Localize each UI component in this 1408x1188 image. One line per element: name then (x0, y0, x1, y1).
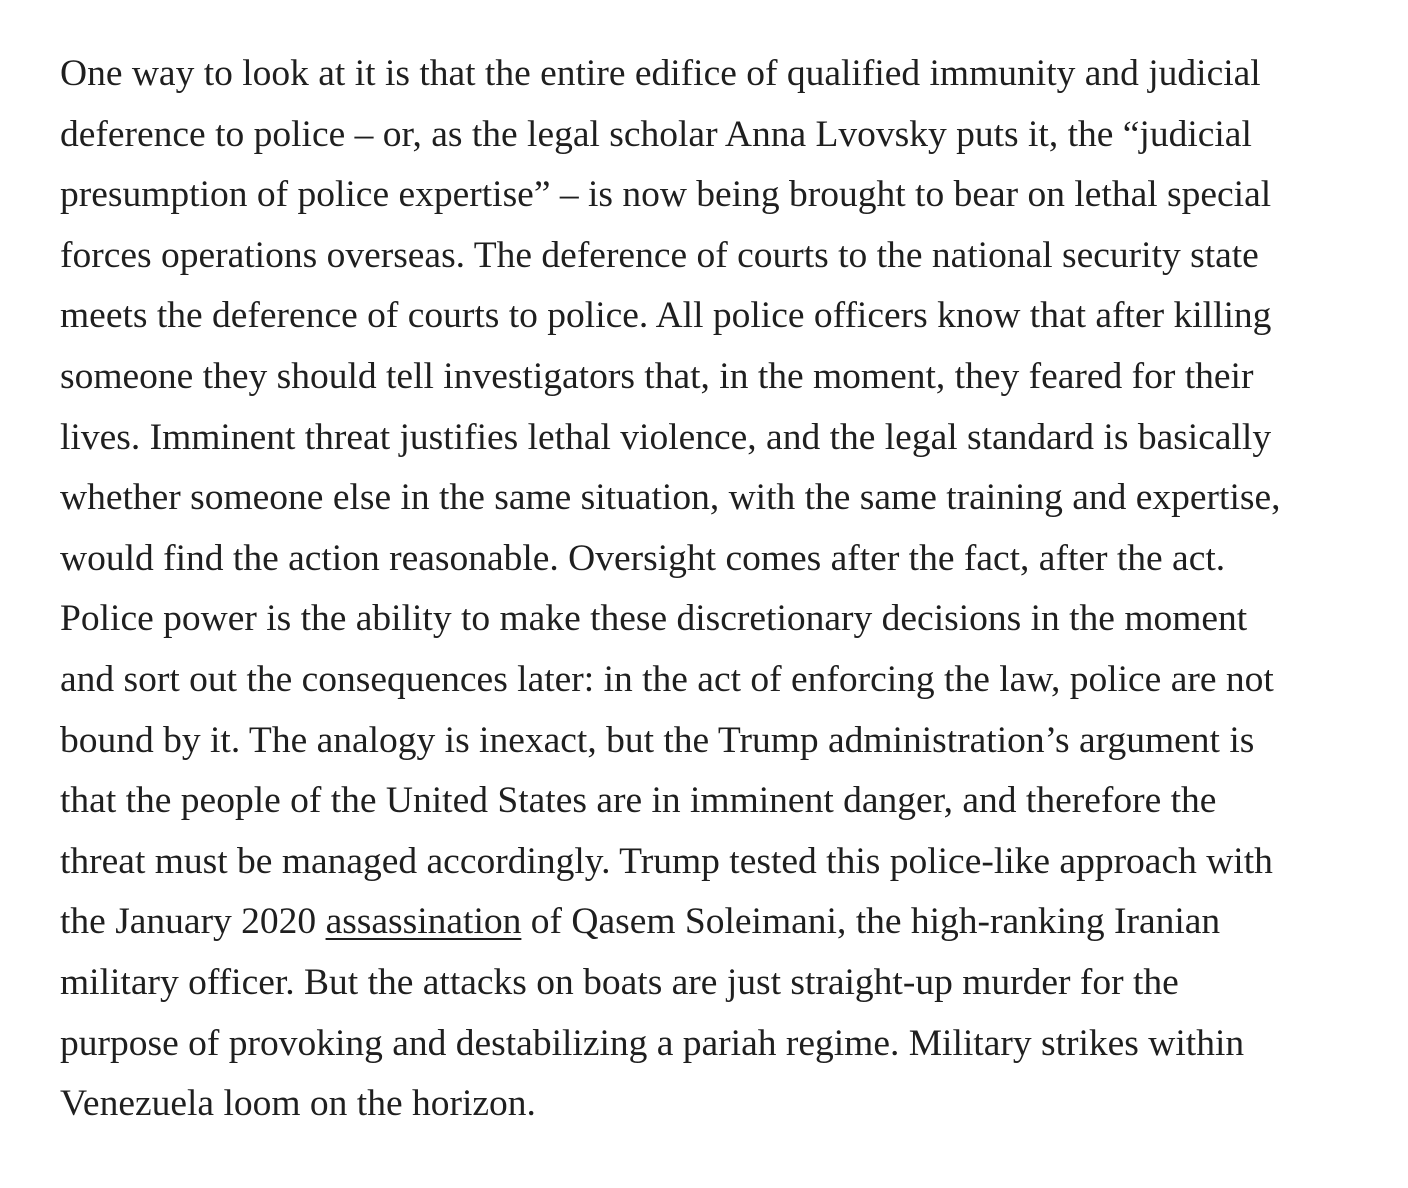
paragraph-line: meets the deference of courts to police. All police officers know that after killing (60, 295, 1272, 337)
paragraph-line: purpose of provoking and destabilizing a pariah regime. Military strikes within (60, 1022, 1245, 1064)
paragraph-line: One way to look at it is that the entire edifice of qualified immunity and judicial (60, 53, 1261, 94)
paragraph-line: would find the action reasonable. Oversight comes after the fact, after the act. (60, 537, 1226, 579)
paragraph-line: presumption of police expertise” – is now being brought to bear on lethal special (60, 174, 1272, 216)
article-body (60, 44, 1350, 1135)
paragraph-line: bound by it. The analogy is inexact, but the Trump administration’s argument is (60, 719, 1255, 761)
paragraph-line: someone they should tell investigators that, in the moment, they feared for their (60, 355, 1254, 397)
paragraph-line: whether someone else in the same situation, with the same training and expertise, (60, 477, 1281, 519)
paragraph-line: Venezuela loom on the horizon. (60, 1083, 536, 1125)
paragraph-line-suffix: of Qasem Soleimani, the high-ranking Iranian (521, 901, 1221, 943)
paragraph-line: threat must be managed accordingly. Trump tested this police-like approach with (60, 840, 1273, 882)
paragraph-line: deference to police – or, as the legal scholar Anna Lvovsky puts it, the “judicial (60, 113, 1252, 155)
paragraph-line: forces operations overseas. The deference of courts to the national security state (60, 234, 1259, 276)
paragraph-line: military officer. But the attacks on boats are just straight-up murder for the (60, 961, 1179, 1003)
paragraph-line: Police power is the ability to make these discretionary decisions in the moment (60, 598, 1248, 640)
paragraph-line: that the people of the United States are in imminent danger, and therefore the (60, 780, 1217, 822)
assassination-link[interactable]: assassination (325, 901, 522, 943)
paragraph-line: and sort out the consequences later: in the act of enforcing the law, police are not (60, 658, 1274, 700)
paragraph-line-prefix: the January 2020 (60, 901, 326, 943)
paragraph-line: lives. Imminent threat justifies lethal violence, and the legal standard is basically (60, 416, 1272, 458)
article-paragraph (60, 44, 1350, 1135)
paragraph-line-with-link (60, 892, 1350, 953)
